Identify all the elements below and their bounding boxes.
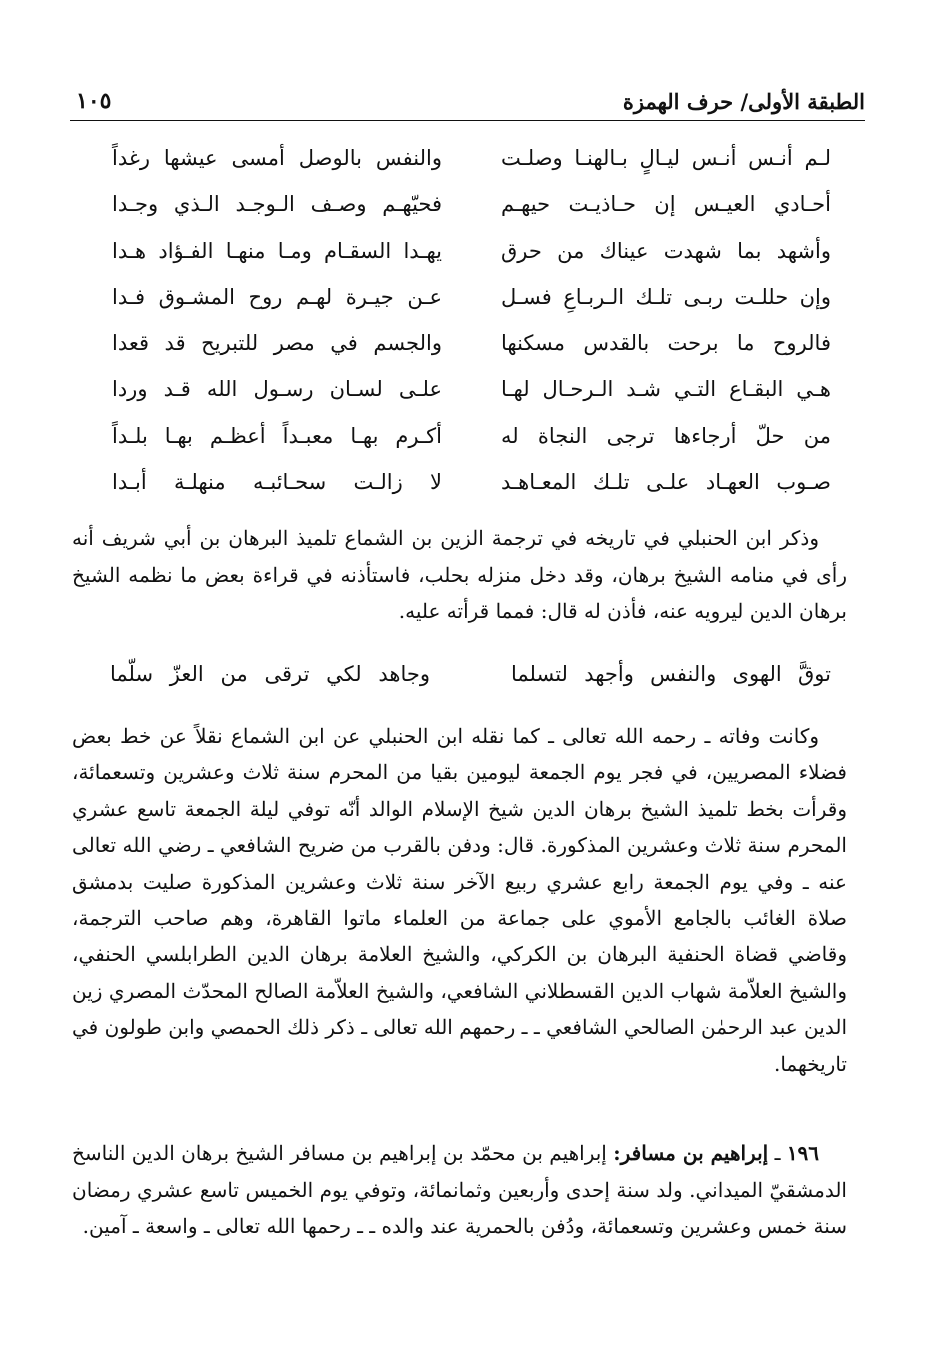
paragraph-text: وكانت وفاته ـ رحمه الله تعالى ـ كما نقله ابن الحنبلي عن ابن الشماع نقلاً عن خط بعض فضلاء المصريين، في فجر يوم الجمعة ليومين بقيا من المحرم سنة ثلاث وعشرين وتسعمائة، وقرأت بخط تلميذ الشيخ برهان الدين شيخ الإسلام الوالد أنّه توفي ليلة الجمعة تاسع عشري المحرم سنة ثلاث وعشرين المذكورة. قال: ودفن بالقرب من ضريح الشافعي ـ رضي الله تعالى عنه ـ وفي يوم الجمعة رابع عشري ربيع الآخر سنة ثلاث وعشرين المذكورة صليت بدمشق صلاة الغائب بالجامع الأموي على جماعة من العلماء ماتوا القاهرة، وهم صاحب الترجمة، وقاضي قضاة الحنفية البرهان بن الكركي، والشيخ العلامة برهان الدين الطرابلسي الحنفي، والشيخ العلاّمة شهاب الدين القسطلاني الشافعي، والشيخ العلاّمة الصالح المحدّث المصري زين الدين عبد الرحمٰن الصالحي الشافعي ـ ـ رحمهم الله تعالى ـ ذكر ذلك الحمصي وابن طولون في تاريخهما. bbox=[72, 724, 847, 1076]
poem-line bbox=[112, 369, 831, 415]
hemistich-right: توقَّ الهوى والنفس وأجهد لتسلما bbox=[511, 662, 831, 686]
hemistich-right: هـي البقـاع التـي شـد الـرحـال لهـا bbox=[501, 377, 831, 402]
hemistich-left: لا زالـت سحـائبـه منهلـة أبـدا bbox=[112, 470, 442, 495]
hemistich-right: من حلّ أرجاءها ترجى النجاة له bbox=[501, 423, 831, 448]
biography-entry bbox=[72, 1135, 847, 1245]
hemistich-left: أكـرم بهـا معبـداً أعظـم بهـا بلـداً bbox=[112, 423, 442, 448]
poem-line bbox=[112, 416, 831, 462]
paragraph-text: وذكر ابن الحنبلي في تاريخه في ترجمة الزين بن الشماع تلميذ البرهان بن أبي شريف أنه رأى في منامه الشيخ برهان، وقد دخل منزله بحلب، فاستأذنه في قراءة بعض ما نظمه الشيخ برهان الدين ليرويه عنه، فأذن له قال: فمما قرأته عليه. bbox=[72, 526, 847, 623]
poem-line bbox=[112, 277, 831, 323]
hemistich-left: فحيّهـم وصـف الـوجـد الـذي وجـدا bbox=[112, 192, 442, 217]
poem bbox=[112, 138, 831, 508]
entry-number: ١٩٦ bbox=[786, 1141, 820, 1165]
hemistich-right: أحـادي العيـس إن حـاذيـت حيهـم bbox=[501, 192, 831, 217]
hemistich-left: عـن جيـرة لهـم روح المشـوق فـدا bbox=[112, 284, 442, 309]
entry-text: إبراهيم بن محمّد بن إبراهيم بن مسافر الشيخ برهان الدين الناسخ الدمشقيّ الميداني. ولد سنة إحدى وأربعين وثمانمائة، وتوفي يوم الخميس تاسع عشري رمضان سنة خمس وعشرين وتسعمائة، ودُفن بالحمرية عند والده ـ ـ رحمها الله تعالى ـ واسعة ـ آمين. bbox=[72, 1141, 847, 1238]
page-number: ١٠٥ bbox=[76, 88, 112, 114]
header-rule bbox=[70, 120, 865, 121]
hemistich-left: علـى لسـان رسـول الله قـد وردا bbox=[112, 377, 442, 402]
paragraph-dream bbox=[72, 520, 847, 630]
running-title: الطبقة الأولى/ حرف الهمزة bbox=[622, 89, 865, 114]
entry-name: إبراهيم بن مسافر: bbox=[613, 1141, 769, 1165]
hemistich-right: صـوب العهـاد علـى تلـك المعـاهـد bbox=[501, 470, 831, 495]
hemistich-left: وجاهد لكي ترقى من العزّ سلّما bbox=[110, 662, 430, 686]
hemistich-left: والجسم في مصر للتبريح قد قعدا bbox=[112, 331, 442, 356]
paragraph-death bbox=[72, 718, 847, 1082]
poem-line bbox=[112, 323, 831, 369]
hemistich-right: لـم أنـس أنـس ليـالٍ بـالهنـا وصلـت bbox=[501, 146, 831, 170]
poem-line bbox=[112, 184, 831, 230]
hemistich-left: والنفس بالوصل أمسى عيشها رغداً bbox=[112, 146, 442, 170]
poem-line bbox=[112, 138, 831, 184]
poem-line bbox=[112, 462, 831, 508]
entry-paragraph: ١٩٦ ـ إبراهيم بن مسافر: إبراهيم بن محمّد بن إبراهيم بن مسافر الشيخ برهان الدين الناسخ الدمشقيّ الميداني. ولد سنة إحدى وأربعين وثمانمائة، وتوفي يوم الخميس تاسع عشري رمضان سنة خمس وعشرين وتسعمائة، ودُفن بالحمرية عند والده ـ ـ رحمها الله تعالى ـ واسعة ـ آمين. bbox=[72, 1141, 847, 1238]
hemistich-right: وأشهد بما شهدت عيناك من حرق bbox=[501, 238, 831, 263]
hemistich-left: يهـدا السقـام ومـا منهـا الفـؤاد هـدا bbox=[112, 238, 442, 263]
page-header bbox=[70, 78, 865, 114]
hemistich-right: فالروح ما برحت بالقدس مسكنها bbox=[501, 331, 831, 356]
poem-line bbox=[112, 231, 831, 277]
single-verse bbox=[110, 654, 831, 694]
hemistich-right: وإن حللـت ربـى تلـك الـربـاعِ فسـل bbox=[501, 284, 831, 309]
